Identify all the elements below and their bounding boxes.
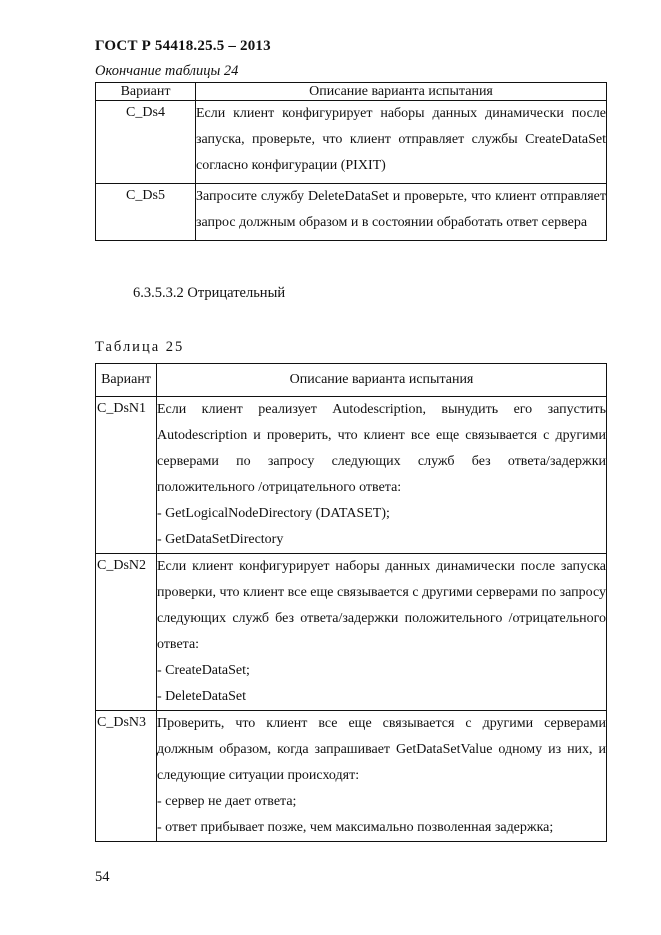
description-cell	[196, 184, 607, 241]
list-item: - CreateDataSet;	[157, 663, 250, 678]
list-item: - сервер не дает ответа;	[157, 794, 297, 809]
page-number: 54	[95, 869, 110, 885]
description-text: Если клиент реализует Autodescription, вынудить его запустить Autodescription и проверить, что клиент все еще связывается с другими серверами по запросу следующих служб без ответа/задержки положительного /отрицательного ответа:	[157, 402, 606, 495]
variant-cell: C_Ds5	[96, 184, 196, 241]
table-row	[96, 184, 607, 241]
column-header-variant: Вариант	[96, 364, 157, 397]
table-row	[96, 711, 607, 842]
table-row	[96, 554, 607, 711]
table-continuation-caption: Окончание таблицы 24	[95, 63, 239, 79]
section-heading: 6.3.5.3.2 Отрицательный	[133, 285, 286, 301]
description-cell	[157, 711, 607, 842]
variant-cell: C_DsN2	[96, 554, 157, 711]
list-item: - ответ прибывает позже, чем максимально позволенная задержка;	[157, 820, 554, 835]
variant-cell: C_DsN3	[96, 711, 157, 842]
table-24	[95, 82, 607, 241]
list-item: - DeleteDataSet	[157, 689, 247, 704]
variant-cell: C_Ds4	[96, 101, 196, 184]
description-cell	[157, 554, 607, 711]
table-caption: Таблица 25	[95, 339, 185, 355]
table-header-row	[96, 364, 607, 397]
table-25	[95, 363, 607, 842]
description-text: Если клиент конфигурирует наборы данных динамически после запуска, проверьте, что клиент отправляет службы CreateDataSet согласно конфигурации (PIXIT)	[196, 106, 606, 173]
list-item: - GetDataSetDirectory	[157, 532, 284, 547]
description-text: Проверить, что клиент все еще связывается с другими серверами должным образом, когда запрашивает GetDataSetValue одному из них, и следующие ситуации происходят:	[157, 716, 606, 783]
list-item: - GetLogicalNodeDirectory (DATASET);	[157, 506, 390, 521]
table-row	[96, 397, 607, 554]
description-cell	[157, 397, 607, 554]
column-header-description: Описание варианта испытания	[157, 364, 607, 397]
table-row	[96, 101, 607, 184]
description-text: Если клиент конфигурирует наборы данных динамически после запуска проверки, что клиент все еще связывается с другими серверами по запросу следующих служб без ответа/задержки положительного /отрицательного ответа:	[157, 559, 606, 652]
column-header-description: Описание варианта испытания	[196, 83, 607, 101]
table-header-row	[96, 83, 607, 101]
description-text: Запросите службу DeleteDataSet и проверьте, что клиент отправляет запрос должным образом и в состоянии обработать ответ сервера	[196, 189, 606, 230]
standard-designation: ГОСТ Р 54418.25.5 – 2013	[95, 38, 271, 54]
column-header-variant: Вариант	[96, 83, 196, 101]
description-cell	[196, 101, 607, 184]
variant-cell: C_DsN1	[96, 397, 157, 554]
